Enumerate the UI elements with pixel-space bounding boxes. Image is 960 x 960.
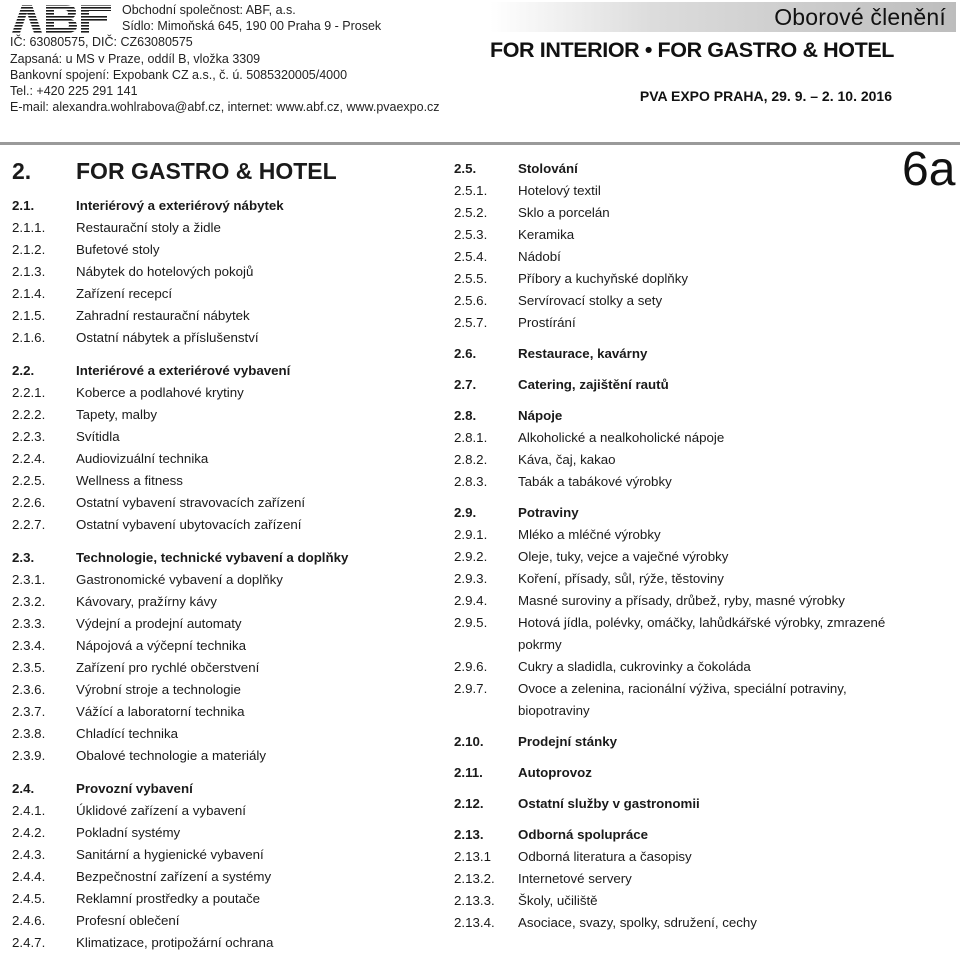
category-item <box>12 327 432 349</box>
category-item <box>454 202 894 224</box>
item-number: 2.5.6. <box>454 293 488 308</box>
item-label: Mléko a mléčné výrobky <box>518 527 661 542</box>
section-number: 2. <box>12 158 32 184</box>
banner-title: Oborové členění <box>774 4 946 30</box>
category-item <box>454 290 894 312</box>
item-label: Školy, učiliště <box>518 893 598 908</box>
category-item <box>454 590 894 612</box>
item-number: 2.3.7. <box>12 704 46 719</box>
category-item <box>454 546 894 568</box>
category-heading <box>12 547 432 569</box>
item-label: Oleje, tuky, vejce a vaječné výrobky <box>518 549 729 564</box>
item-label: Hotelový textil <box>518 183 601 198</box>
item-number: 2.9.4. <box>454 593 488 608</box>
category-item <box>454 246 894 268</box>
category-item <box>454 656 894 678</box>
company-line: Sídlo: Mimoňská 645, 190 00 Praha 9 - Prosek <box>122 19 382 34</box>
category-item <box>12 635 432 657</box>
section-title: FOR GASTRO & HOTEL <box>76 158 337 184</box>
group-spacer <box>454 396 894 405</box>
item-label: Výdejní a prodejní automaty <box>76 616 242 631</box>
group-spacer <box>454 334 894 343</box>
item-label: Svítidla <box>76 429 120 444</box>
item-number: 2.9.2. <box>454 549 488 564</box>
category-item <box>454 312 894 334</box>
item-number: 2.13.2. <box>454 871 495 886</box>
item-number: 2.8.1. <box>454 430 488 445</box>
item-number: 2.4.2. <box>12 825 46 840</box>
company-line: Bankovní spojení: Expobank CZ a.s., č. ú. 5085320005/4000 <box>10 67 348 82</box>
category-item <box>12 404 432 426</box>
category-item <box>454 471 894 493</box>
item-label: Chladící technika <box>76 726 178 741</box>
item-label: Ostatní služby v gastronomii <box>518 796 700 811</box>
item-number: 2.5.4. <box>454 249 488 264</box>
category-item <box>12 569 432 591</box>
item-number: 2.10. <box>454 734 484 749</box>
item-label: Cukry a sladidla, cukrovinky a čokoláda <box>518 659 751 674</box>
item-label: Vážící a laboratorní technika <box>76 704 245 719</box>
item-label: Nápoje <box>518 408 563 423</box>
item-number: 2.13.3. <box>454 893 495 908</box>
category-item <box>12 932 432 954</box>
expo-dates: PVA EXPO PRAHA, 29. 9. – 2. 10. 2016 <box>639 88 892 104</box>
category-heading <box>454 793 894 815</box>
category-item <box>12 679 432 701</box>
item-label: Ostatní vybavení ubytovacích zařízení <box>76 517 302 532</box>
item-number: 2.5.1. <box>454 183 488 198</box>
item-label: Klimatizace, protipožární ochrana <box>76 935 274 950</box>
item-label: Hotová jídla, polévky, omáčky, lahůdkářské výrobky, zmrazené pokrmy <box>518 615 886 652</box>
category-item <box>12 910 432 932</box>
title-banner <box>490 2 956 32</box>
item-label: Káva, čaj, kakao <box>518 452 616 467</box>
left-column <box>12 158 432 954</box>
item-label: Wellness a fitness <box>76 473 183 488</box>
item-label: Servírovací stolky a sety <box>518 293 663 308</box>
item-label: Prodejní stánky <box>518 734 618 749</box>
item-number: 2.2.6. <box>12 495 46 510</box>
company-line: Zapsaná: u MS v Praze, oddíl B, vložka 3309 <box>10 51 261 66</box>
item-number: 2.3. <box>12 550 35 565</box>
category-item <box>12 657 432 679</box>
item-label: Restaurace, kavárny <box>518 346 648 361</box>
item-number: 2.1.5. <box>12 308 46 323</box>
item-label: Nádobí <box>518 249 561 264</box>
item-number: 2.5.7. <box>454 315 488 330</box>
item-number: 2.4.1. <box>12 803 46 818</box>
item-number: 2.4.7. <box>12 935 46 950</box>
category-item <box>12 888 432 910</box>
item-number: 2.1.3. <box>12 264 46 279</box>
item-label: Autoprovoz <box>518 765 592 780</box>
item-number: 2.5.3. <box>454 227 488 242</box>
item-label: Internetové servery <box>518 871 632 886</box>
category-item <box>12 426 432 448</box>
category-item <box>12 800 432 822</box>
item-number: 2.13. <box>454 827 484 842</box>
company-info <box>10 2 480 115</box>
category-heading <box>12 195 432 217</box>
item-label: Restaurační stoly a židle <box>76 220 221 235</box>
item-number: 2.13.1 <box>454 849 491 864</box>
item-label: Odborná spolupráce <box>518 827 649 842</box>
item-number: 2.11. <box>454 765 483 780</box>
page-badge: 6a <box>902 143 956 196</box>
category-item <box>12 723 432 745</box>
item-number: 2.2.1. <box>12 385 46 400</box>
item-number: 2.5.5. <box>454 271 488 286</box>
item-number: 2.9.5. <box>454 615 488 630</box>
item-label: Profesní oblečení <box>76 913 180 928</box>
item-number: 2.3.6. <box>12 682 46 697</box>
item-label: Zahradní restaurační nábytek <box>76 308 250 323</box>
category-item <box>454 427 894 449</box>
category-item <box>12 382 432 404</box>
item-label: Ovoce a zelenina, racionální výživa, speciální potraviny, biopotraviny <box>518 681 847 718</box>
item-number: 2.1. <box>12 198 35 213</box>
item-number: 2.8.3. <box>454 474 488 489</box>
category-item <box>12 866 432 888</box>
category-item <box>454 612 894 656</box>
item-number: 2.3.8. <box>12 726 46 741</box>
group-spacer <box>12 349 432 360</box>
item-number: 2.2.5. <box>12 473 46 488</box>
group-spacer <box>454 815 894 824</box>
left-category-list <box>12 195 432 954</box>
item-label: Reklamní prostředky a poutače <box>76 891 261 906</box>
item-label: Odborná literatura a časopisy <box>518 849 692 864</box>
item-number: 2.3.3. <box>12 616 46 631</box>
item-number: 2.9.7. <box>454 681 488 696</box>
category-item <box>454 180 894 202</box>
item-label: Obalové technologie a materiály <box>76 748 266 763</box>
item-number: 2.3.2. <box>12 594 46 609</box>
category-item <box>454 449 894 471</box>
item-number: 2.2.7. <box>12 517 46 532</box>
item-number: 2.1.6. <box>12 330 46 345</box>
category-item <box>454 568 894 590</box>
category-item <box>454 678 894 722</box>
section-heading <box>12 158 432 185</box>
category-item <box>12 305 432 327</box>
item-label: Bufetové stoly <box>76 242 160 257</box>
item-label: Kávovary, pražírny kávy <box>76 594 217 609</box>
item-label: Zařízení recepcí <box>76 286 173 301</box>
item-number: 2.9.6. <box>454 659 488 674</box>
item-label: Tapety, malby <box>76 407 158 422</box>
item-number: 2.5. <box>454 161 477 176</box>
item-label: Prostírání <box>518 315 576 330</box>
item-number: 2.1.2. <box>12 242 46 257</box>
item-label: Alkoholické a nealkoholické nápoje <box>518 430 725 445</box>
item-label: Potraviny <box>518 505 579 520</box>
item-label: Úklidové zařízení a vybavení <box>76 803 246 818</box>
item-label: Interiérový a exteriérový nábytek <box>76 198 284 213</box>
item-label: Sanitární a hygienické vybavení <box>76 847 264 862</box>
group-spacer <box>454 784 894 793</box>
item-number: 2.13.4. <box>454 915 495 930</box>
category-item <box>12 591 432 613</box>
item-number: 2.1.4. <box>12 286 46 301</box>
item-number: 2.9. <box>454 505 477 520</box>
category-heading <box>454 374 894 396</box>
item-number: 2.9.3. <box>454 571 488 586</box>
item-label: Koberce a podlahové krytiny <box>76 385 244 400</box>
company-line: Obchodní společnost: ABF, a.s. <box>122 3 296 17</box>
category-item <box>12 239 432 261</box>
item-label: Interiérové a exteriérové vybavení <box>76 363 291 378</box>
item-number: 2.7. <box>454 377 477 392</box>
category-heading <box>454 731 894 753</box>
item-number: 2.9.1. <box>454 527 488 542</box>
category-item <box>454 912 894 934</box>
item-number: 2.8. <box>454 408 477 423</box>
category-item <box>454 224 894 246</box>
item-label: Stolování <box>518 161 578 176</box>
category-heading <box>454 405 894 427</box>
category-item <box>454 524 894 546</box>
item-label: Audiovizuální technika <box>76 451 209 466</box>
category-heading <box>454 158 894 180</box>
item-number: 2.4.5. <box>12 891 46 906</box>
item-label: Keramika <box>518 227 575 242</box>
right-column <box>454 158 894 934</box>
item-label: Catering, zajištění rautů <box>518 377 669 392</box>
item-label: Masné suroviny a přísady, drůbež, ryby, masné výrobky <box>518 593 845 608</box>
group-spacer <box>454 722 894 731</box>
item-label: Provozní vybavení <box>76 781 193 796</box>
category-item <box>12 701 432 723</box>
item-label: Ostatní nábytek a příslušenství <box>76 330 259 345</box>
group-spacer <box>454 493 894 502</box>
item-label: Asociace, svazy, spolky, sdružení, cechy <box>518 915 757 930</box>
category-item <box>12 822 432 844</box>
group-spacer <box>454 365 894 374</box>
item-number: 2.2.3. <box>12 429 46 444</box>
item-number: 2.5.2. <box>454 205 488 220</box>
category-item <box>12 514 432 536</box>
item-number: 2.4.3. <box>12 847 46 862</box>
category-heading <box>12 360 432 382</box>
category-item <box>454 846 894 868</box>
category-item <box>12 470 432 492</box>
item-number: 2.2.4. <box>12 451 46 466</box>
item-label: Nápojová a výčepní technika <box>76 638 247 653</box>
category-item <box>454 890 894 912</box>
category-item <box>454 868 894 890</box>
item-number: 2.3.1. <box>12 572 46 587</box>
category-heading <box>454 343 894 365</box>
item-label: Zařízení pro rychlé občerstvení <box>76 660 260 675</box>
item-number: 2.6. <box>454 346 477 361</box>
category-item <box>12 745 432 767</box>
category-item <box>12 844 432 866</box>
item-label: Gastronomické vybavení a doplňky <box>76 572 283 587</box>
item-number: 2.3.5. <box>12 660 46 675</box>
item-number: 2.8.2. <box>454 452 488 467</box>
group-spacer <box>12 767 432 778</box>
category-heading <box>454 824 894 846</box>
item-label: Výrobní stroje a technologie <box>76 682 241 697</box>
item-number: 2.3.9. <box>12 748 46 763</box>
category-heading <box>12 778 432 800</box>
item-label: Ostatní vybavení stravovacích zařízení <box>76 495 306 510</box>
category-item <box>12 261 432 283</box>
item-label: Pokladní systémy <box>76 825 181 840</box>
company-line: Tel.: +420 225 291 141 <box>10 84 138 99</box>
right-category-list <box>454 158 894 934</box>
item-label: Sklo a porcelán <box>518 205 610 220</box>
item-number: 2.2. <box>12 363 35 378</box>
category-item <box>454 268 894 290</box>
item-label: Koření, přísady, sůl, rýže, těstoviny <box>518 571 724 586</box>
header-divider <box>0 142 960 145</box>
category-item <box>12 283 432 305</box>
category-heading <box>454 502 894 524</box>
item-number: 2.12. <box>454 796 484 811</box>
item-number: 2.1.1. <box>12 220 46 235</box>
category-item <box>12 613 432 635</box>
company-line: IČ: 63080575, DIČ: CZ63080575 <box>10 35 193 50</box>
item-label: Příbory a kuchyňské doplňky <box>518 271 688 286</box>
item-label: Technologie, technické vybavení a doplňky <box>76 550 349 565</box>
fair-name: FOR INTERIOR • FOR GASTRO & HOTEL <box>490 38 895 62</box>
category-item <box>12 448 432 470</box>
item-number: 2.4. <box>12 781 35 796</box>
item-number: 2.4.4. <box>12 869 46 884</box>
group-spacer <box>12 536 432 547</box>
item-label: Bezpečnostní zařízení a systémy <box>76 869 272 884</box>
category-heading <box>454 762 894 784</box>
company-line: E-mail: alexandra.wohlrabova@abf.cz, internet: www.abf.cz, www.pvaexpo.cz <box>10 100 440 115</box>
group-spacer <box>454 753 894 762</box>
item-number: 2.4.6. <box>12 913 46 928</box>
item-label: Tabák a tabákové výrobky <box>518 474 672 489</box>
item-label: Nábytek do hotelových pokojů <box>76 264 254 279</box>
item-number: 2.2.2. <box>12 407 46 422</box>
category-item <box>12 492 432 514</box>
item-number: 2.3.4. <box>12 638 46 653</box>
category-item <box>12 217 432 239</box>
